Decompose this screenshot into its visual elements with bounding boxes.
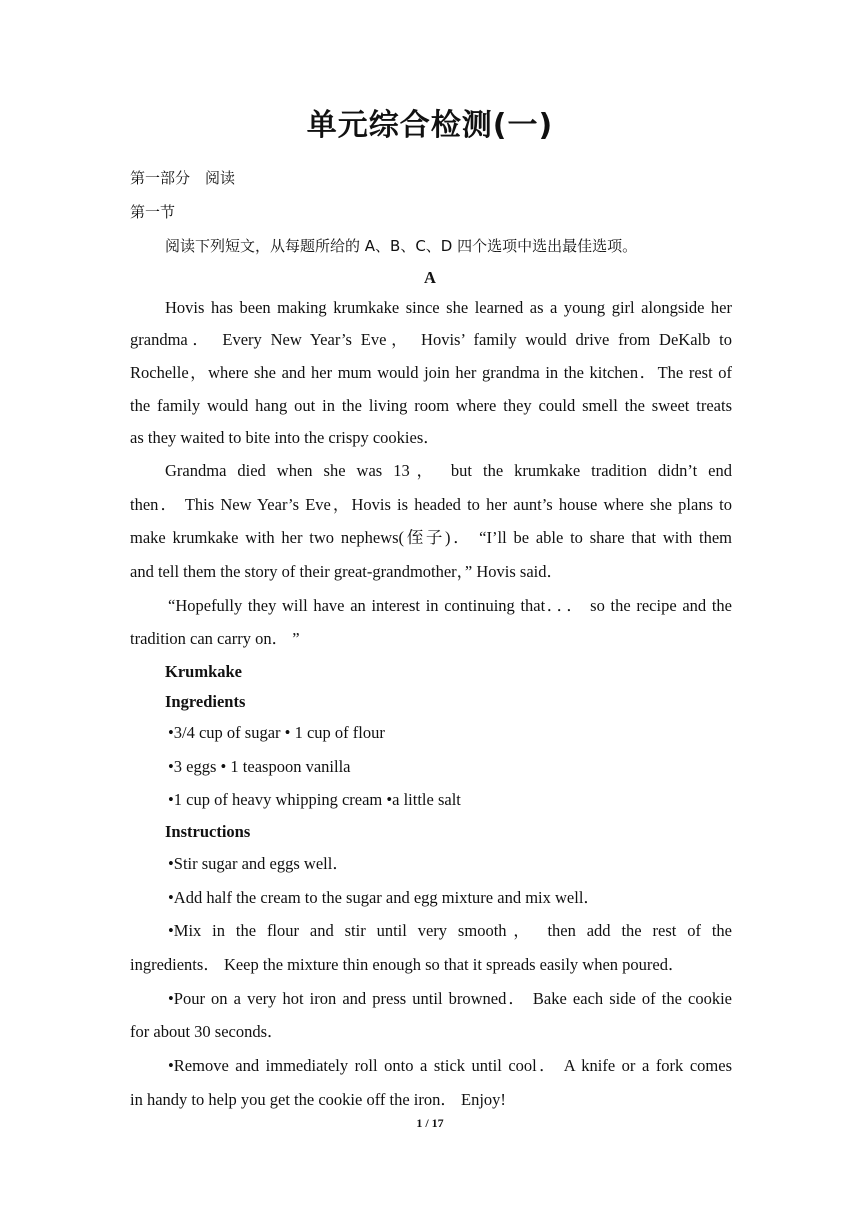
ingredients-heading: Ingredients — [165, 692, 246, 711]
paragraph-3-line-1: “Hopefully they will have an interest in continuing that．．． so the recipe and the — [168, 596, 732, 615]
paragraph-1-line-2: grandma． Every New Year’s Eve， Hovis’ family would drive from DeKalb to — [130, 330, 732, 349]
page-title: 单元综合检测(一) — [306, 108, 554, 143]
paragraph-2-line-2: then． This New Year’s Eve，Hovis is headed to her aunt’s house where she plans to — [130, 495, 732, 514]
instructions-heading: Instructions — [165, 822, 251, 841]
recipe-name: Krumkake — [165, 662, 243, 681]
instruction-step-4-line-1: •Pour on a very hot iron and press until browned． Bake each side of the cookie — [168, 989, 732, 1008]
instruction-step-1: •Stir sugar and eggs well． — [168, 854, 349, 873]
instruction-step-2: •Add half the cream to the sugar and egg mixture and mix well． — [168, 888, 600, 907]
ingredient-row-2: •3 eggs • 1 teaspoon vanilla — [168, 757, 351, 776]
instruction-step-5-line-1: •Remove and immediately roll onto a stick until cool． A knife or a fork comes — [168, 1056, 732, 1075]
instruction-step-3-line-2: ingredients． Keep the mixture thin enough so that it spreads easily when poured． — [130, 955, 685, 974]
instruction-step-3-line-1: •Mix in the flour and stir until very smooth， then add the rest of the — [168, 921, 732, 940]
ingredient-row-1: •3/4 cup of sugar • 1 cup of flour — [168, 723, 385, 742]
paragraph-1-line-3: Rochelle，where she and her mum would join her grandma in the kitchen．The rest of — [130, 363, 732, 382]
section-heading: 第一节 — [130, 203, 176, 221]
part-heading: 第一部分 阅读 — [130, 169, 236, 187]
paragraph-2-line-1: Grandma died when she was 13， but the krumkake tradition didn’t end — [165, 461, 732, 480]
passage-label: A — [424, 268, 436, 287]
instruction-step-4-line-2: for about 30 seconds． — [130, 1022, 284, 1041]
instruction-text: 阅读下列短文，从每题所给的 A、B、C、D 四个选项中选出最佳选项。 — [165, 237, 638, 255]
ingredient-row-3: •1 cup of heavy whipping cream •a little salt — [168, 790, 461, 809]
instruction-step-5-line-2: in handy to help you get the cookie off the iron． Enjoy! — [130, 1090, 506, 1109]
paragraph-1-line-4: the family would hang out in the living room where they could smell the sweet treats — [130, 396, 732, 415]
paragraph-1-line-1: Hovis has been making krumkake since she learned as a young girl alongside her — [165, 298, 732, 317]
paragraph-2-line-4: and tell them the story of their great-grandmother，” Hovis said． — [130, 562, 564, 581]
paragraph-3-line-2: tradition can carry on． ” — [130, 629, 300, 648]
paragraph-2-line-3: make krumkake with her two nephews(侄子)． “I’ll be able to share that with them — [130, 528, 732, 547]
page-number: 1 / 17 — [416, 1116, 444, 1130]
paragraph-1-line-5: as they waited to bite into the crispy cookies． — [130, 428, 440, 447]
